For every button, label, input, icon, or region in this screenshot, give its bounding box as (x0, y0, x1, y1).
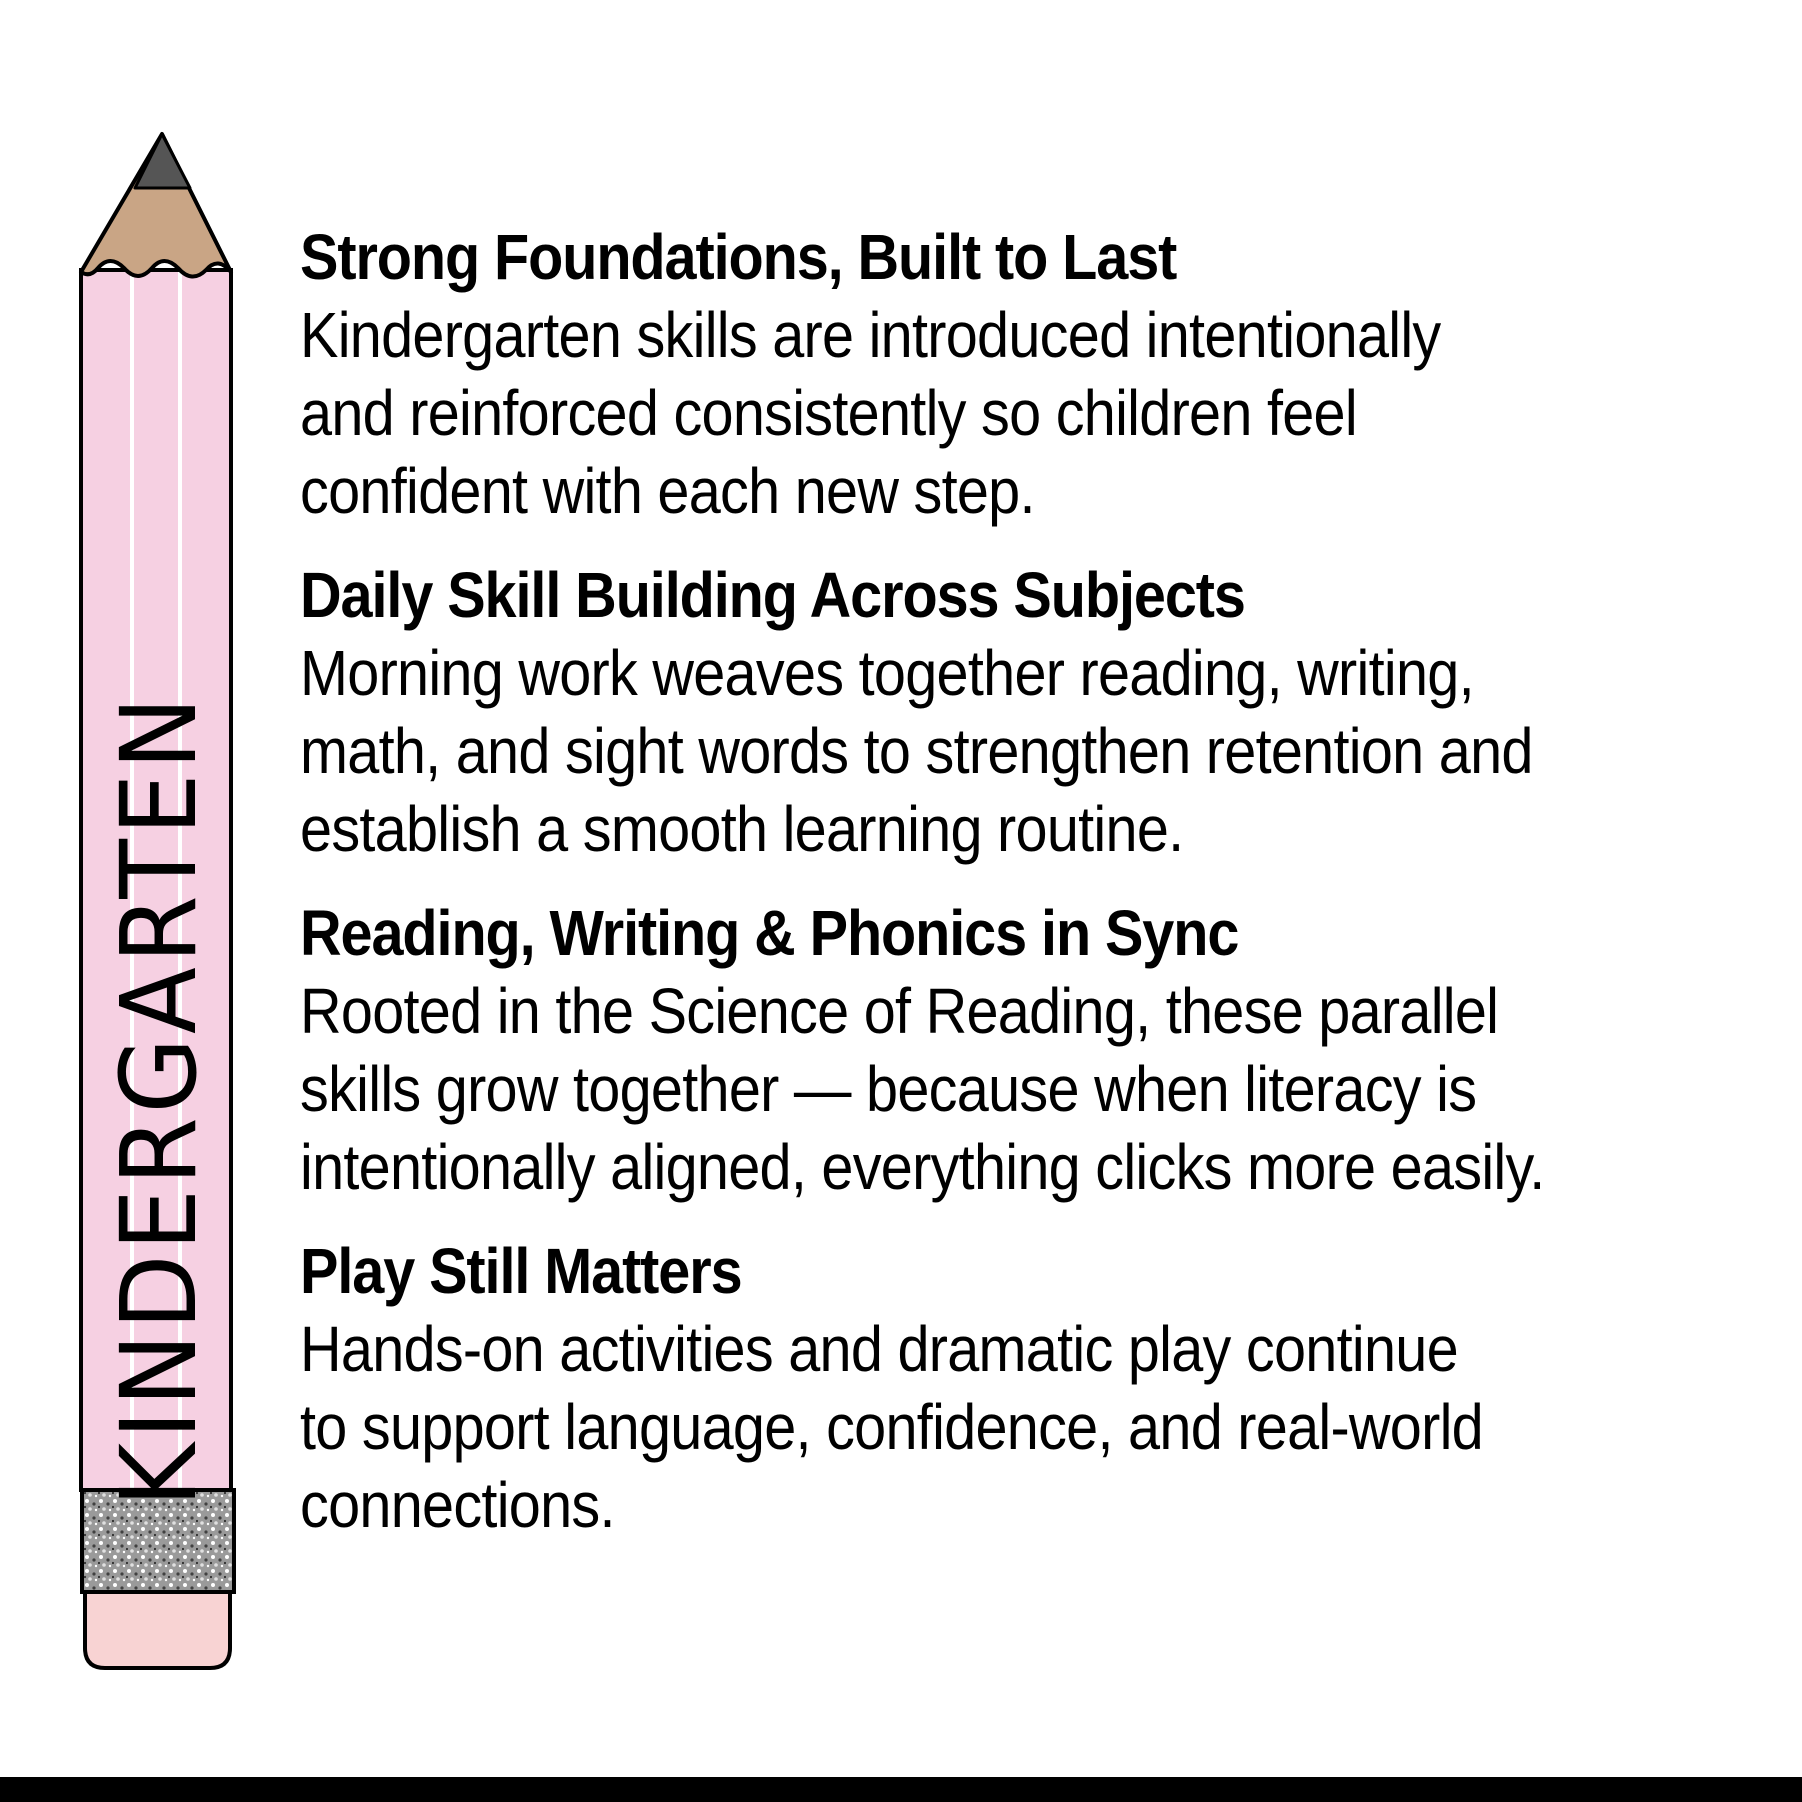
feature-text-line: Hands-on activities and dramatic play continue (300, 1313, 1458, 1385)
feature-text-line: and reinforced consistently so children feel (300, 377, 1357, 449)
feature-text-line: intentionally aligned, everything clicks more easily. (300, 1131, 1545, 1203)
feature-section (300, 218, 1780, 530)
feature-heading: Reading, Writing & Phonics in Sync (300, 897, 1239, 969)
feature-heading: Daily Skill Building Across Subjects (300, 559, 1245, 631)
pencil-lead (135, 134, 190, 188)
feature-text-line: to support language, confidence, and real-world (300, 1391, 1483, 1463)
feature-heading: Strong Foundations, Built to Last (300, 221, 1177, 293)
feature-section (300, 1232, 1780, 1544)
feature-text-line: confident with each new step. (300, 455, 1035, 527)
feature-list (300, 218, 1780, 1570)
feature-text-line: Rooted in the Science of Reading, these parallel (300, 975, 1499, 1047)
feature-text-line: skills grow together — because when literacy is (300, 1053, 1477, 1125)
feature-heading: Play Still Matters (300, 1235, 742, 1307)
eraser-icon (85, 1592, 230, 1668)
feature-section (300, 556, 1780, 868)
feature-text-line: math, and sight words to strengthen retention and (300, 715, 1533, 787)
pencil-label: KINDERGARTEN (98, 692, 220, 1508)
bottom-border (0, 1777, 1802, 1802)
feature-section (300, 894, 1780, 1206)
feature-text-line: connections. (300, 1469, 615, 1541)
pencil-graphic (0, 0, 260, 1802)
feature-text-line: Kindergarten skills are introduced intentionally (300, 299, 1441, 371)
feature-text-line: Morning work weaves together reading, writing, (300, 637, 1474, 709)
feature-text-line: establish a smooth learning routine. (300, 793, 1184, 865)
